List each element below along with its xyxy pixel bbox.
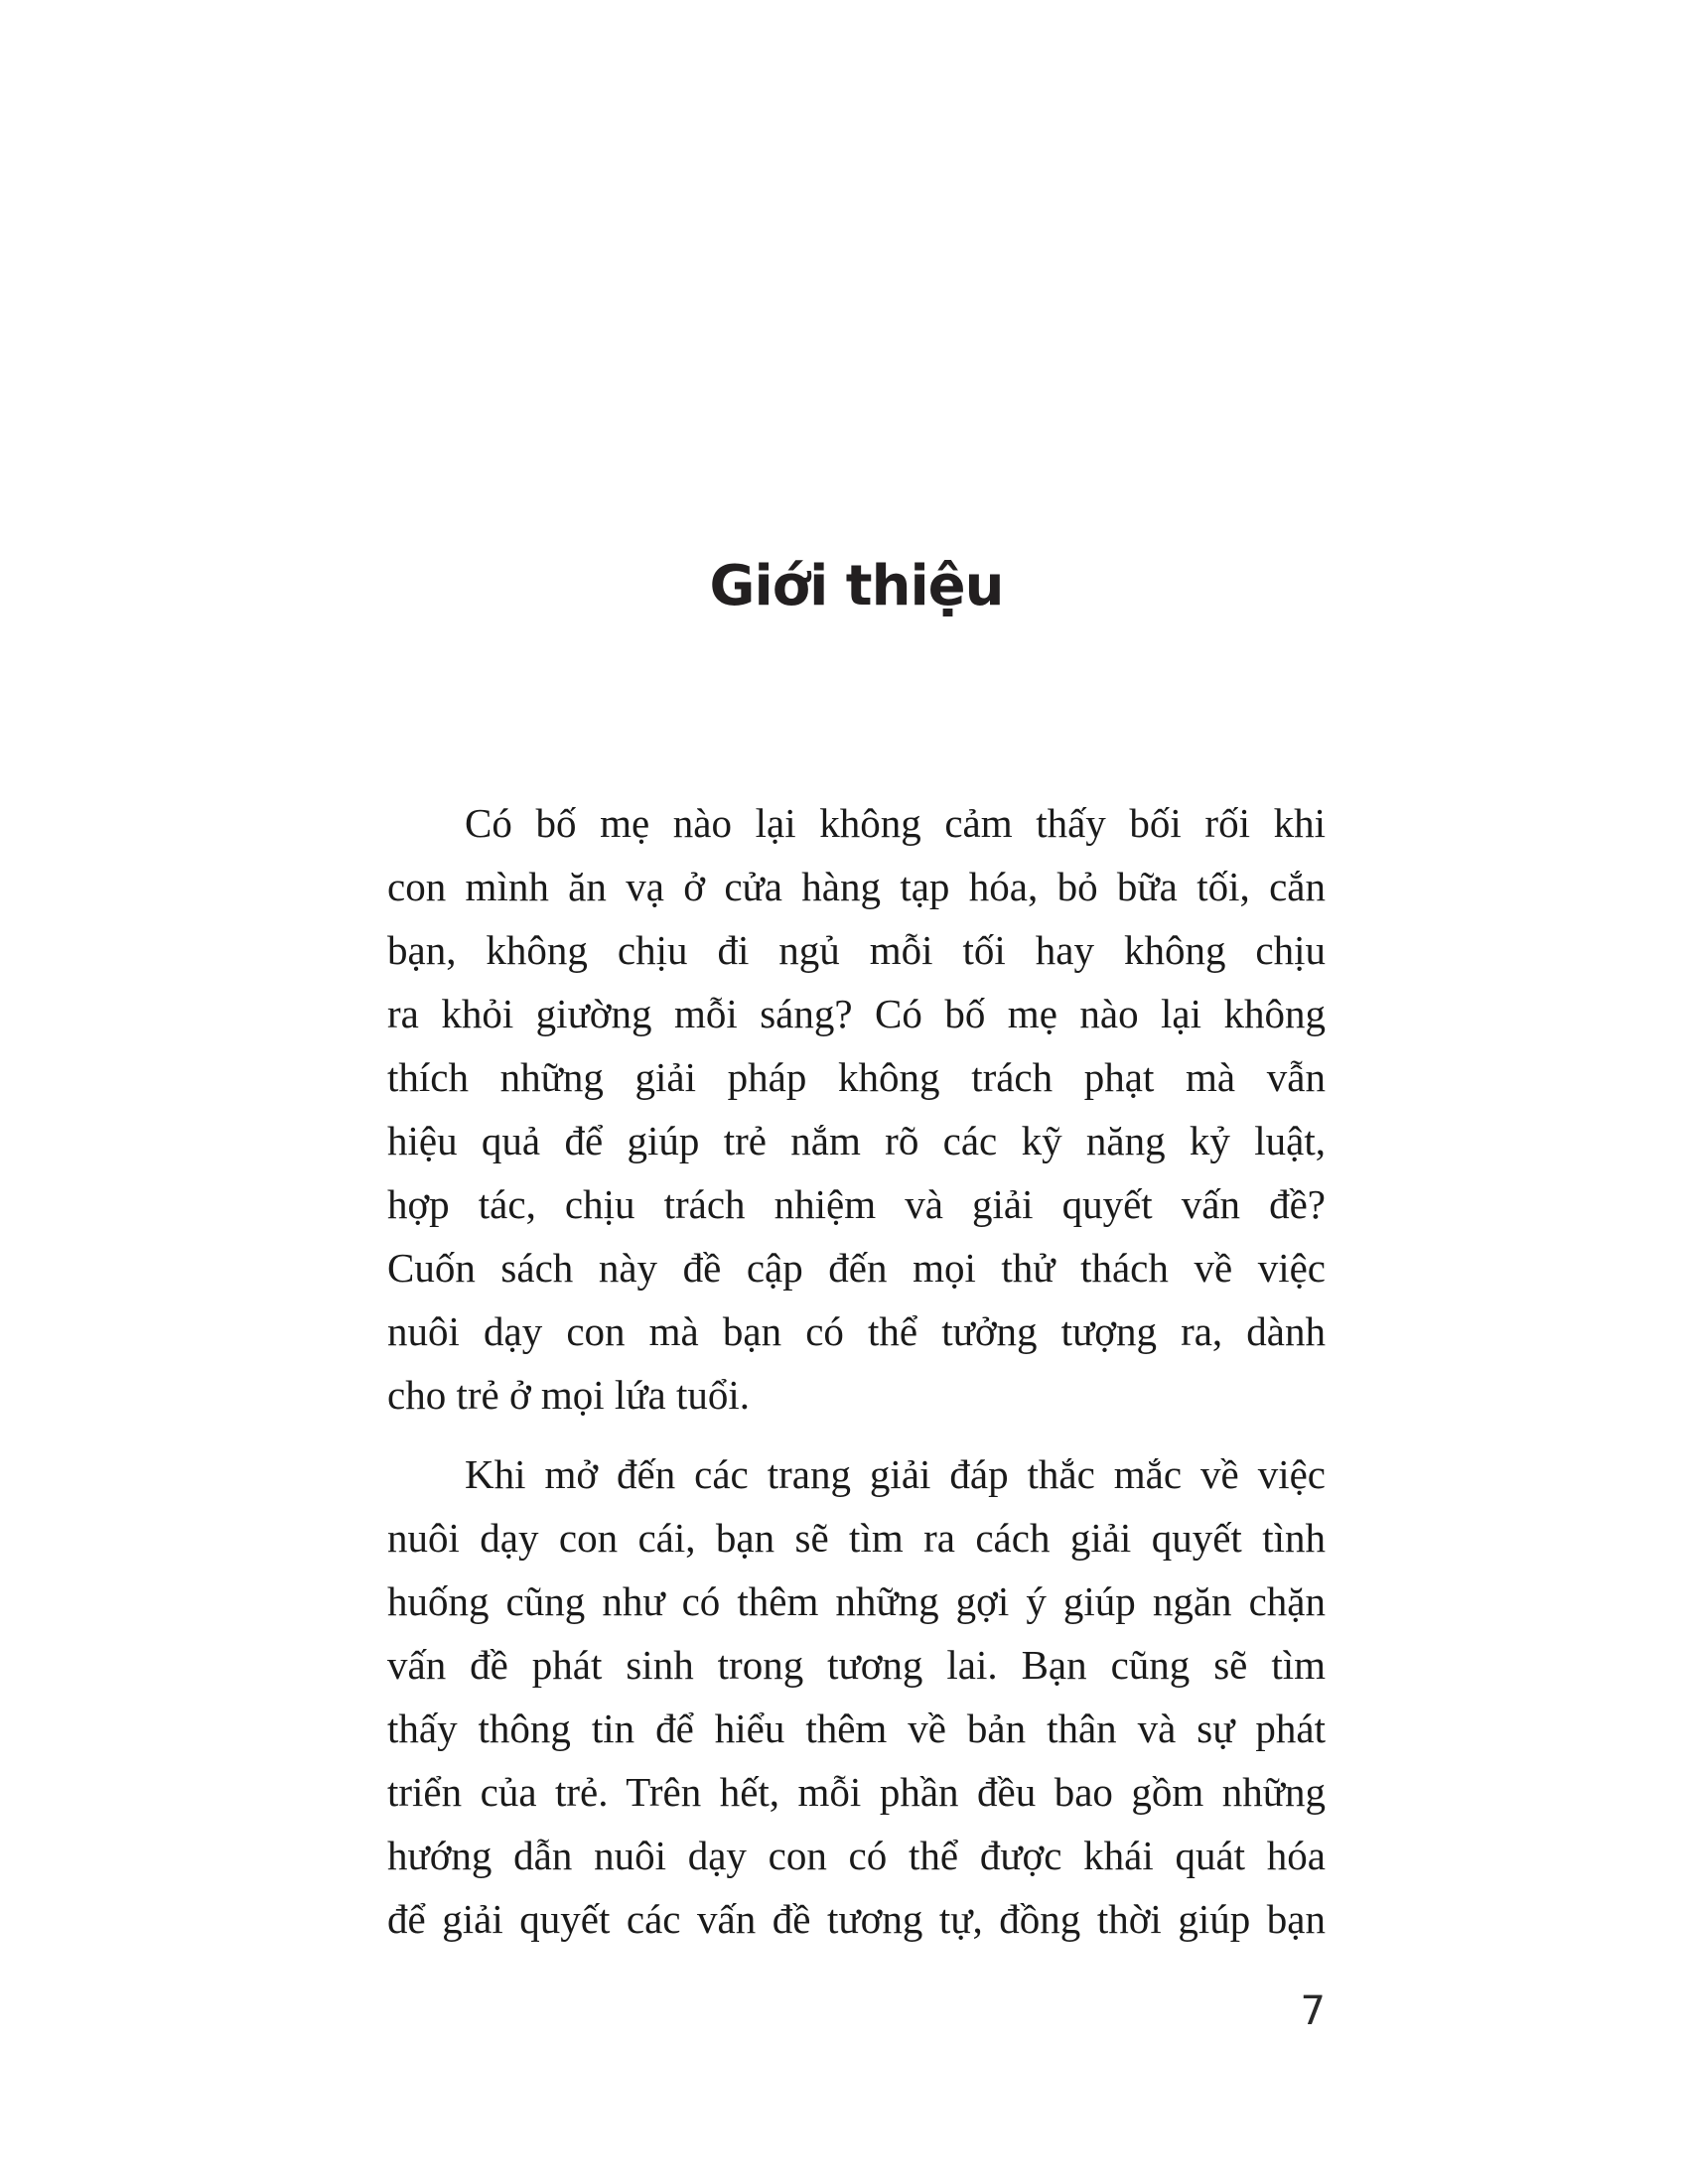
chapter-title: Giới thiệu — [709, 554, 1004, 618]
text-line: Có bố mẹ nào lại không cảm thấy bối rối khi — [465, 800, 1326, 846]
text-line: hướng dẫn nuôi dạy con có thể được khái quát hóa — [387, 1833, 1326, 1878]
text-line: Khi mở đến các trang giải đáp thắc mắc về việc — [465, 1451, 1326, 1497]
text-line: để giải quyết các vấn đề tương tự, đồng thời giúp bạn — [387, 1896, 1326, 1942]
text-line: vấn đề phát sinh trong tương lai. Bạn cũng sẽ tìm — [387, 1642, 1326, 1688]
text-line: hợp tác, chịu trách nhiệm và giải quyết vấn đề? — [387, 1181, 1326, 1227]
paragraph — [387, 791, 1326, 1427]
text-line: thích những giải pháp không trách phạt mà vẫn — [387, 1054, 1326, 1100]
text-line: triển của trẻ. Trên hết, mỗi phần đều bao gồm những — [387, 1769, 1326, 1815]
text-line: cho trẻ ở mọi lứa tuổi. — [387, 1372, 750, 1418]
text-line: nuôi dạy con cái, bạn sẽ tìm ra cách giải quyết tình — [387, 1515, 1326, 1561]
text-line: nuôi dạy con mà bạn có thể tưởng tượng ra, dành — [387, 1308, 1326, 1354]
paragraph — [387, 1442, 1326, 1951]
text-line: Cuốn sách này đề cập đến mọi thử thách về việc — [387, 1245, 1326, 1291]
page-number: 7 — [1300, 1988, 1326, 2034]
text-line: con mình ăn vạ ở cửa hàng tạp hóa, bỏ bữa tối, cắn — [387, 864, 1326, 909]
body-text — [387, 791, 1326, 1951]
text-line: huống cũng như có thêm những gợi ý giúp ngăn chặn — [387, 1578, 1326, 1624]
text-line: bạn, không chịu đi ngủ mỗi tối hay không chịu — [387, 927, 1326, 973]
text-line: thấy thông tin để hiểu thêm về bản thân và sự phát — [387, 1706, 1326, 1751]
text-line: ra khỏi giường mỗi sáng? Có bố mẹ nào lại không — [387, 991, 1326, 1036]
text-line: hiệu quả để giúp trẻ nắm rõ các kỹ năng kỷ luật, — [387, 1118, 1326, 1163]
